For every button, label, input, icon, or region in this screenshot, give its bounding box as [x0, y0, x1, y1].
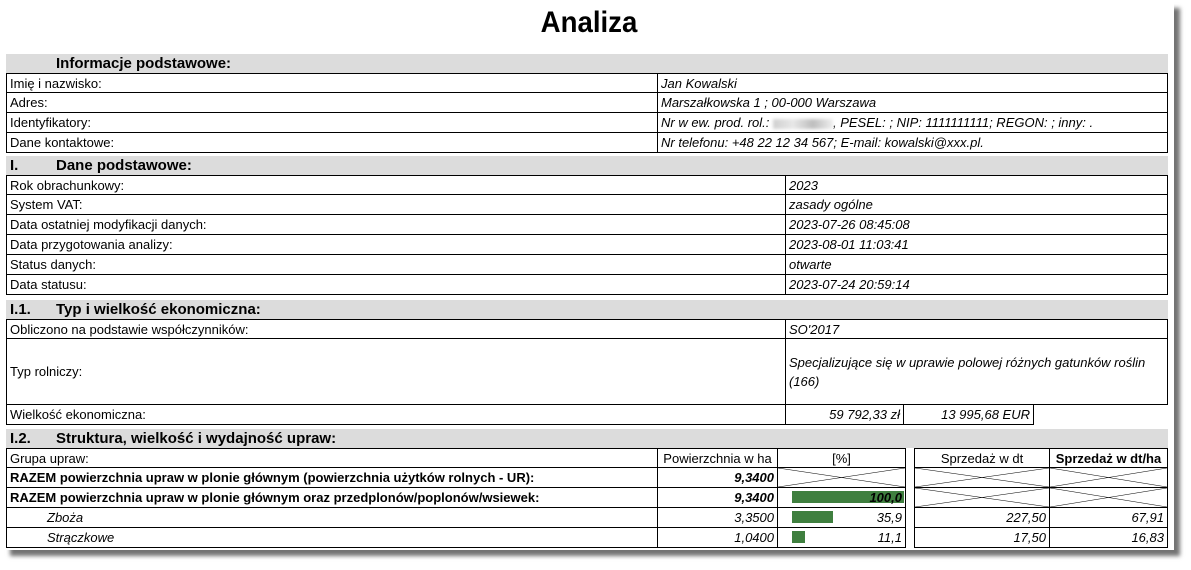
row-label: Data ostatniej modyfikacji danych: — [6, 215, 786, 235]
row-value: 2023 — [786, 175, 1168, 195]
row-value: Specjalizujące się w uprawie polowej różnych gatunków roślin (166) — [786, 339, 1168, 405]
pct-cell — [778, 528, 906, 548]
column-header-sales: Sprzedaż w dt — [914, 448, 1050, 468]
table-row — [6, 508, 1168, 528]
dane-row — [6, 275, 1168, 295]
typ-row — [6, 319, 1168, 339]
info-row — [6, 73, 1168, 93]
dane-row — [6, 195, 1168, 215]
row-label: Adres: — [6, 93, 658, 113]
area-value: 1,0400 — [658, 528, 778, 548]
empty-cell — [914, 468, 1050, 488]
column-header-pct: [%] — [778, 448, 906, 468]
table-row — [6, 528, 1168, 548]
area-value: 9,3400 — [658, 488, 778, 508]
row-label: Dane kontaktowe: — [6, 133, 658, 153]
row-label: RAZEM powierzchnia upraw w plonie głównym (powierzchnia użytków rolnych - UR): — [6, 468, 658, 488]
redacted-id — [773, 119, 833, 129]
section-header-typ — [6, 300, 1168, 319]
row-value: Marszałkowska 1 ; 00-000 Warszawa — [658, 93, 1168, 113]
dane-row — [6, 235, 1168, 255]
row-label: Rok obrachunkowy: — [6, 175, 786, 195]
pct-bar — [792, 531, 805, 543]
size-pln: 59 792,33 zł — [786, 405, 904, 425]
section-header-dane — [6, 156, 1168, 175]
row-label: Typ rolniczy: — [6, 339, 786, 405]
row-value: zasady ogólne — [786, 195, 1168, 215]
pct-value: 11,1 — [877, 530, 902, 545]
info-row — [6, 93, 1168, 113]
row-value: 2023-08-01 11:03:41 — [786, 235, 1168, 255]
row-value: Jan Kowalski — [658, 73, 1168, 93]
size-eur: 13 995,68 EUR — [904, 405, 1034, 425]
pct-bar — [792, 511, 833, 523]
row-value: otwarte — [786, 255, 1168, 275]
pct-cell — [778, 488, 906, 508]
empty-cell — [1050, 488, 1168, 508]
sales-per-ha-value: 16,83 — [1050, 528, 1168, 548]
info-row — [6, 133, 1168, 153]
analysis-page — [4, 2, 1174, 550]
area-value: 9,3400 — [658, 468, 778, 488]
crop-name: Strączkowe — [6, 528, 658, 548]
row-label: Status danych: — [6, 255, 786, 275]
info-row — [6, 113, 1168, 133]
dane-row — [6, 175, 1168, 195]
dane-row — [6, 215, 1168, 235]
row-label: Wielkość ekonomiczna: — [6, 405, 786, 425]
section-title: Dane podstawowe: — [56, 157, 192, 174]
page-title: Analiza — [540, 6, 638, 39]
dane-row — [6, 255, 1168, 275]
row-value: Nr telefonu: +48 22 12 34 567; E-mail: kowalski@xxx.pl. — [658, 133, 1168, 153]
typ-row — [6, 405, 1168, 425]
value-suffix: , PESEL: ; NIP: 1111111111; REGON: ; inny: . — [832, 115, 1094, 130]
sales-value: 17,50 — [914, 528, 1050, 548]
pct-value: 35,9 — [876, 510, 902, 525]
row-label: System VAT: — [6, 195, 786, 215]
row-value — [658, 113, 1168, 133]
section-title: Informacje podstawowe: — [56, 55, 232, 72]
row-label: Obliczono na podstawie współczynników: — [6, 319, 786, 339]
row-value: SO'2017 — [786, 319, 1168, 339]
row-value: 2023-07-26 08:45:08 — [786, 215, 1168, 235]
column-header-group: Grupa upraw: — [6, 448, 658, 468]
sales-per-ha-value: 67,91 — [1050, 508, 1168, 528]
row-label: Identyfikatory: — [6, 113, 658, 133]
column-header-sales-per-ha: Sprzedaż w dt/ha — [1050, 448, 1168, 468]
pct-cell — [778, 508, 906, 528]
empty-cell — [1050, 468, 1168, 488]
empty-cell — [914, 488, 1050, 508]
sales-value: 227,50 — [914, 508, 1050, 528]
table-row — [6, 468, 1168, 488]
pct-value: 100,0 — [869, 490, 902, 505]
crop-name: Zboża — [6, 508, 658, 528]
row-label: RAZEM powierzchnia upraw w plonie głównym oraz przedplonów/poplonów/wsiewek: — [6, 488, 658, 508]
section-title: Typ i wielkość ekonomiczna: — [56, 301, 261, 318]
row-label: Data przygotowania analizy: — [6, 235, 786, 255]
area-value: 3,3500 — [658, 508, 778, 528]
empty-cell — [778, 468, 906, 488]
section-title: Struktura, wielkość i wydajność upraw: — [56, 430, 337, 447]
column-header-area: Powierzchnia w ha — [658, 448, 778, 468]
section-header-struktura — [6, 429, 1168, 448]
row-label: Data statusu: — [6, 275, 786, 295]
row-value: 2023-07-24 20:59:14 — [786, 275, 1168, 295]
typ-row — [6, 339, 1168, 405]
section-number: I. — [10, 157, 19, 174]
table-header-row — [6, 448, 1168, 468]
section-header-info — [6, 54, 1168, 73]
value-prefix: Nr w ew. prod. rol.: — [661, 115, 773, 130]
table-row — [6, 488, 1168, 508]
section-number: I.2. — [10, 430, 31, 447]
section-number: I.1. — [10, 301, 31, 318]
row-label: Imię i nazwisko: — [6, 73, 658, 93]
